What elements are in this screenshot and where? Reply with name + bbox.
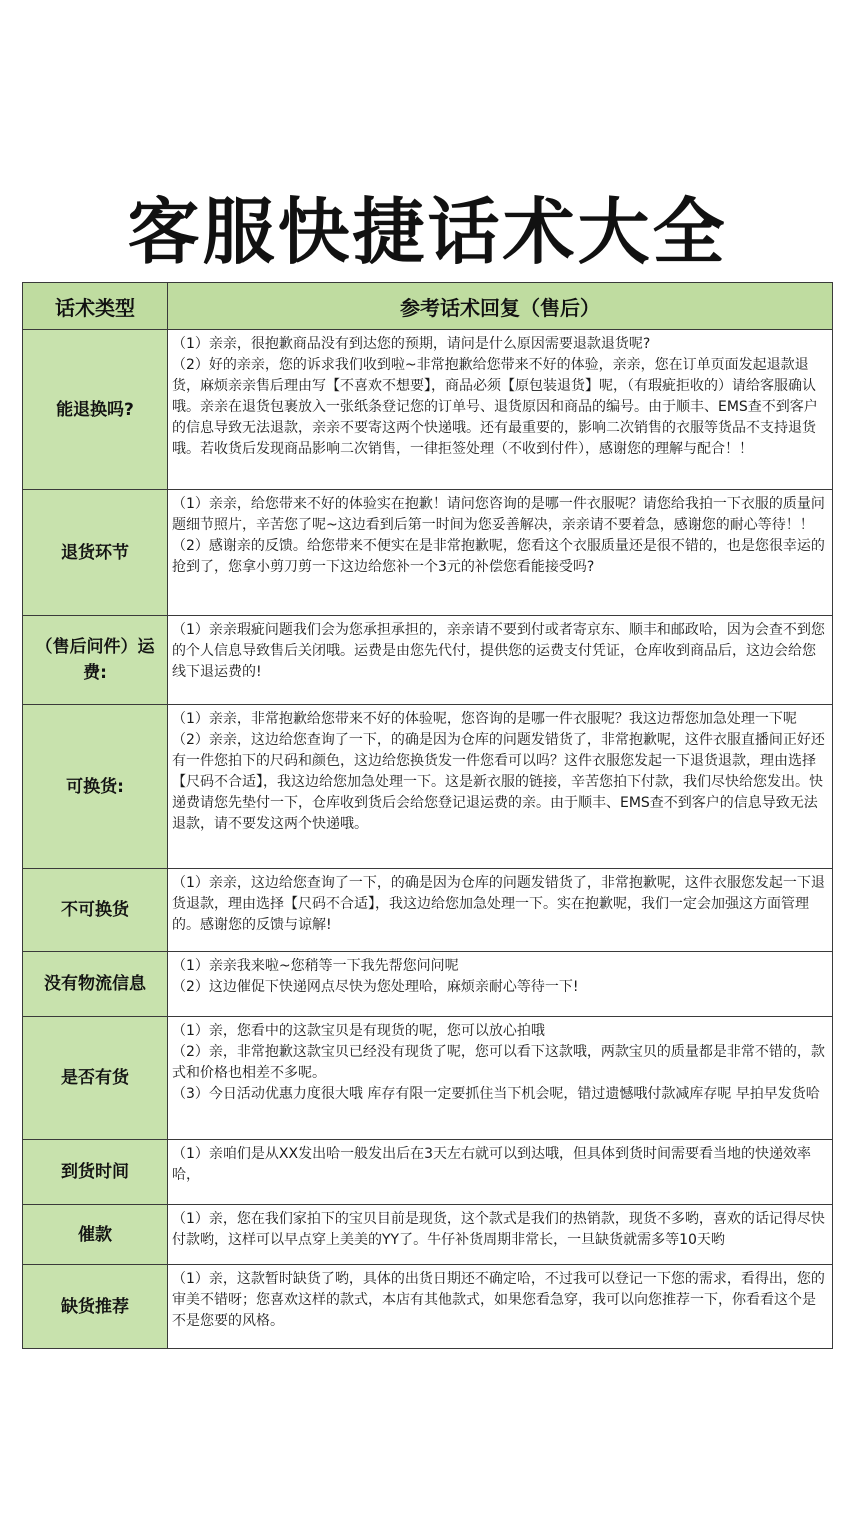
table-row	[23, 616, 833, 705]
table-row	[23, 705, 833, 869]
row-reply-text	[168, 330, 833, 490]
reply-line: （3）今日活动优惠力度很大哦 库存有限一定要抓住当下机会呢，错过遗憾哦付款减库存呢 早拍早发货哈	[172, 1086, 820, 1102]
table-row	[23, 952, 833, 1017]
row-type-label: 不可换货	[23, 869, 168, 952]
reply-line: （2）亲，非常抱歉这款宝贝已经没有现货了呢，您可以看下这款哦，两款宝贝的质量都是非常不错的，款式和价格也相差不多呢。	[172, 1044, 825, 1081]
row-type-label: 缺货推荐	[23, 1265, 168, 1349]
reply-line: （1）亲咱们是从XX发出哈一般发出后在3天左右就可以到达哦，但具体到货时间需要看当地的快递效率哈，	[172, 1146, 811, 1183]
table-row	[23, 1140, 833, 1205]
row-reply-text	[168, 616, 833, 705]
reply-line: （1）亲亲我来啦~您稍等一下我先帮您问问呢	[172, 958, 459, 974]
table-body	[23, 330, 833, 1349]
reply-line: （2）好的亲亲，您的诉求我们收到啦~非常抱歉给您带来不好的体验，亲亲，您在订单页面发起退款退货，麻烦亲亲售后理由写【不喜欢不想要】，商品必须【原包装退货】呢，（有瑕疵拒收的）请给客服确认哦。亲亲在退货包裹放入一张纸条登记您的订单号、退货原因和商品的编号。由于顺丰、EMS查不到客户的信息导致无法退款，亲亲不要寄这两个快递哦。还有最重要的，影响二次销售的衣服等货品不支持退货哦。若收货后发现商品影响二次销售，一律拒签处理（不收到付件），感谢您的理解与配合！！	[172, 357, 818, 457]
row-reply-text	[168, 952, 833, 1017]
row-type-label: 退货环节	[23, 490, 168, 616]
reply-line: （1）亲亲，给您带来不好的体验实在抱歉！请问您咨询的是哪一件衣服呢？请您给我拍一下衣服的质量问题细节照片，辛苦您了呢~这边看到后第一时间为您妥善解决，亲亲请不要着急，感谢您的耐心等待！！	[172, 496, 825, 533]
page-title: 客服快捷话术大全	[127, 190, 728, 274]
reply-line: （1）亲亲瑕疵问题我们会为您承担承担的，亲亲请不要到付或者寄京东、顺丰和邮政哈，因为会查不到您的个人信息导致售后关闭哦。运费是由您先代付，提供您的运费支付凭证，仓库收到商品后，这边会给您线下退运费的!	[172, 622, 825, 680]
reply-line: （2）感谢亲的反馈。给您带来不便实在是非常抱歉呢，您看这个衣服质量还是很不错的，也是您很幸运的抢到了，您拿小剪刀剪一下这边给您补一个3元的补偿您看能接受吗?	[172, 538, 825, 575]
reply-line: （2）亲亲，这边给您查询了一下，的确是因为仓库的问题发错货了，非常抱歉呢，这件衣服直播间正好还有一件您拍下的尺码和颜色，这边给您换货发一件您看可以吗？这件衣服您发起一下退货退款，理由选择【尺码不合适】，我这边给您加急处理一下。这是新衣服的链接，辛苦您拍下付款，我们尽快给您发出。快递费请您先垫付一下，仓库收到货后会给您登记退运费的亲。由于顺丰、EMS查不到客户的信息导致无法退款，请不要发这两个快递哦。	[172, 732, 825, 832]
reply-line: （1）亲，这款暂时缺货了哟，具体的出货日期还不确定哈，不过我可以登记一下您的需求，看得出，您的审美不错呀；您喜欢这样的款式，本店有其他款式，如果您看急穿，我可以向您推荐一下，你看看这个是不是您要的风格。	[172, 1271, 825, 1329]
row-type-label: 到货时间	[23, 1140, 168, 1205]
script-table-grid	[22, 282, 833, 1349]
row-type-label: 可换货:	[23, 705, 168, 869]
reply-line: （1）亲亲，这边给您查询了一下，的确是因为仓库的问题发错货了，非常抱歉呢，这件衣服您发起一下退货退款，理由选择【尺码不合适】，我这边给您加急处理一下。实在抱歉呢，我们一定会加强这方面管理的。感谢您的反馈与谅解!	[172, 875, 825, 933]
header-type-column: 话术类型	[23, 283, 168, 330]
row-type-label: 没有物流信息	[23, 952, 168, 1017]
row-type-label: 催款	[23, 1205, 168, 1265]
table-row	[23, 1265, 833, 1349]
reply-line: （2）这边催促下快递网点尽快为您处理哈，麻烦亲耐心等待一下!	[172, 979, 579, 995]
table-row	[23, 1205, 833, 1265]
row-reply-text	[168, 869, 833, 952]
row-reply-text	[168, 490, 833, 616]
row-reply-text	[168, 1017, 833, 1140]
reply-line: （1）亲亲，非常抱歉给您带来不好的体验呢，您咨询的是哪一件衣服呢？我这边帮您加急处理一下呢	[172, 711, 797, 727]
row-type-label: 是否有货	[23, 1017, 168, 1140]
header-reply-column: 参考话术回复（售后）	[168, 283, 833, 330]
reply-line: （1）亲，您看中的这款宝贝是有现货的呢，您可以放心拍哦	[172, 1023, 545, 1039]
script-table	[22, 282, 832, 1349]
table-row	[23, 330, 833, 490]
table-row	[23, 1017, 833, 1140]
table-row	[23, 490, 833, 616]
reply-line: （1）亲亲，很抱歉商品没有到达您的预期，请问是什么原因需要退款退货呢?	[172, 336, 651, 352]
row-reply-text	[168, 705, 833, 869]
row-reply-text	[168, 1140, 833, 1205]
reply-line: （1）亲，您在我们家拍下的宝贝目前是现货，这个款式是我们的热销款，现货不多哟，喜欢的话记得尽快付款哟，这样可以早点穿上美美的YY了。牛仔补货周期非常长，一旦缺货就需多等10天哟	[172, 1211, 825, 1248]
row-reply-text	[168, 1205, 833, 1265]
table-header-row	[23, 283, 833, 330]
row-type-label: （售后问件）运费:	[23, 616, 168, 705]
row-reply-text	[168, 1265, 833, 1349]
row-type-label: 能退换吗?	[23, 330, 168, 490]
table-row	[23, 869, 833, 952]
